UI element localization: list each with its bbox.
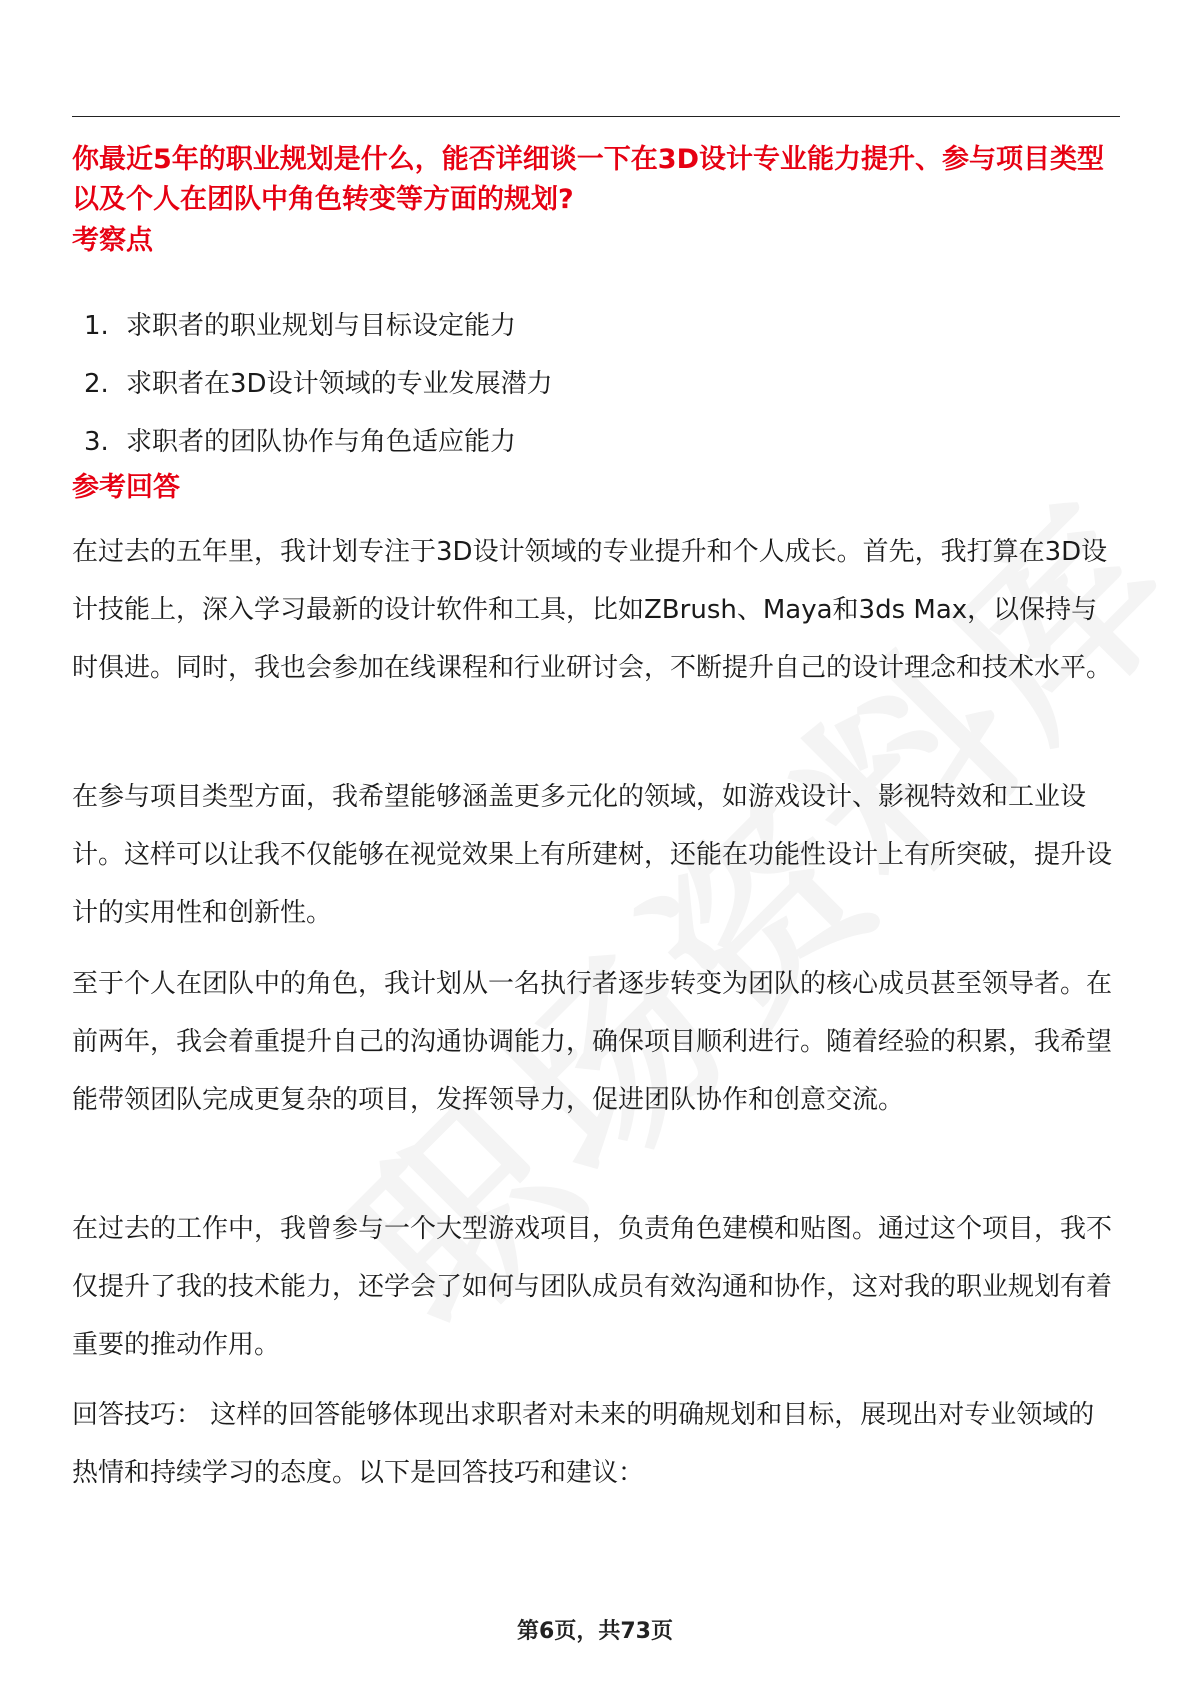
top-divider [72, 116, 1120, 117]
list-text: 求职者在3D设计领域的专业发展潜力 [126, 369, 553, 399]
list-text: 求职者的团队协作与角色适应能力 [126, 427, 517, 457]
question-title: 你最近5年的职业规划是什么，能否详细谈一下在3D设计专业能力提升、参与项目类型以及个人在团队中角色转变等方面的规划? [72, 144, 1104, 215]
answer-paragraph: 至于个人在团队中的角色，我计划从一名执行者逐步转变为团队的核心成员甚至领导者。在前两年，我会着重提升自己的沟通协调能力，确保项目顺利进行。随着经验的积累，我希望能带领团队完成更复杂的项目，发挥领导力，促进团队协作和创意交流。 [72, 969, 1113, 1115]
list-number: 1. [84, 311, 109, 341]
points-list [84, 306, 553, 480]
list-item [84, 306, 553, 364]
list-number: 2. [84, 369, 109, 399]
answer-paragraph: 在过去的工作中，我曾参与一个大型游戏项目，负责角色建模和贴图。通过这个项目，我不仅提升了我的技术能力，还学会了如何与团队成员有效沟通和协作，这对我的职业规划有着重要的推动作用。 [72, 1214, 1113, 1360]
section-heading-answer: 参考回答 [72, 472, 180, 503]
list-text: 求职者的职业规划与目标设定能力 [126, 311, 517, 341]
page-footer: 第6页，共73页 [517, 1619, 673, 1644]
answer-paragraph: 在过去的五年里，我计划专注于3D设计领域的专业提升和个人成长。首先，我打算在3D设计技能上，深入学习最新的设计软件和工具，比如ZBrush、Maya和3ds Max，以保持与时俱进。同时，我也会参加在线课程和行业研讨会，不断提升自己的设计理念和技术水平。 [72, 537, 1113, 683]
answer-paragraph: 在参与项目类型方面，我希望能够涵盖更多元化的领域，如游戏设计、影视特效和工业设计。这样可以让我不仅能够在视觉效果上有所建树，还能在功能性设计上有所突破，提升设计的实用性和创新性。 [72, 782, 1113, 928]
section-heading-points: 考察点 [72, 225, 153, 256]
list-item [84, 364, 553, 422]
list-number: 3. [84, 427, 109, 457]
answer-tips-paragraph: 回答技巧： 这样的回答能够体现出求职者对未来的明确规划和目标，展现出对专业领域的热情和持续学习的态度。以下是回答技巧和建议： [72, 1400, 1095, 1488]
